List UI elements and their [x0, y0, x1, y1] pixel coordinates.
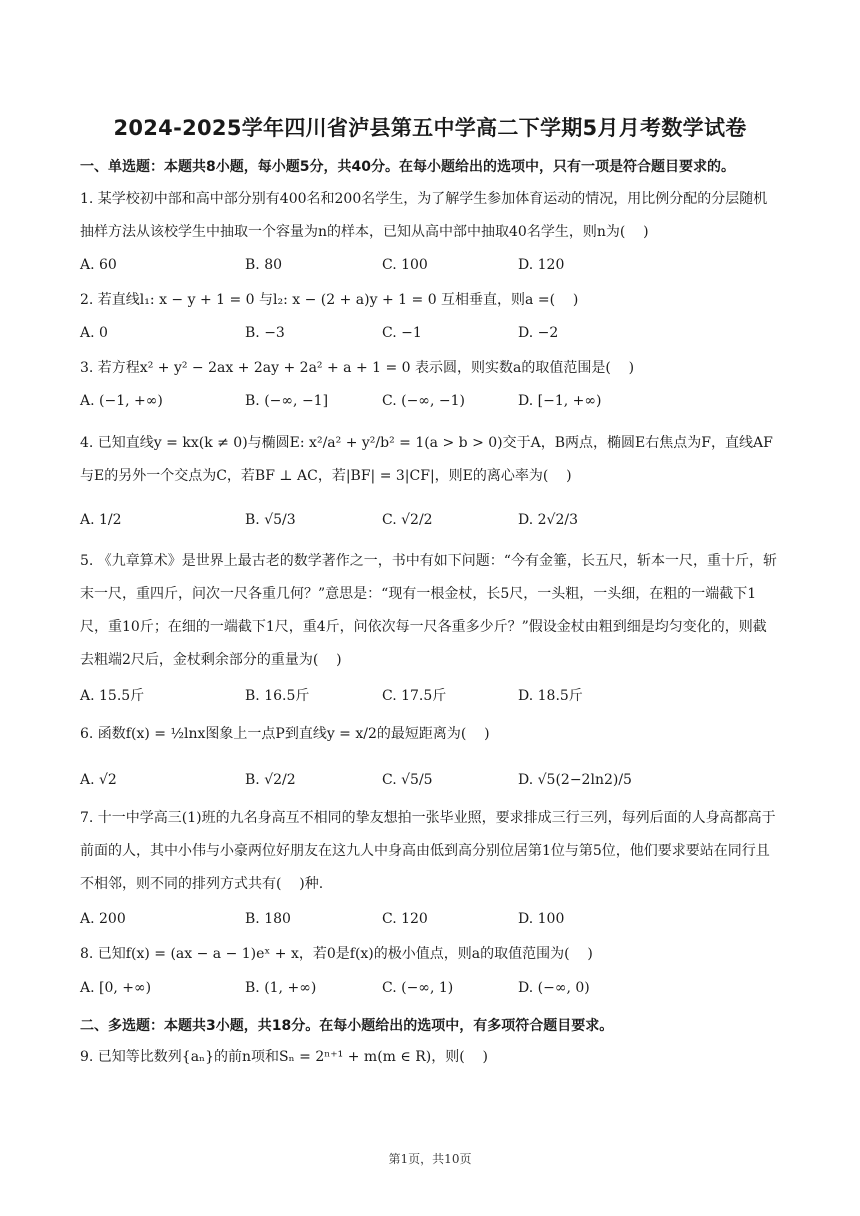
- option-c[interactable]: C. (−∞, −1): [382, 393, 465, 409]
- question-6: 6. 函数f(x) = ½lnx图象上一点P到直线y = x/2的最短距离为( ): [80, 726, 490, 742]
- section-heading-single-choice: 一、单选题：本题共8小题，每小题5分，共40分。在每小题给出的选项中，只有一项是符合题目要求的。: [80, 159, 735, 175]
- question-9: 9. 已知等比数列{aₙ}的前n项和Sₙ = 2ⁿ⁺¹ + m(m ∈ R)，则( ): [80, 1049, 488, 1065]
- option-d[interactable]: D. 2√2/3: [518, 512, 578, 528]
- option-c[interactable]: C. −1: [382, 325, 422, 341]
- option-c[interactable]: C. 100: [382, 257, 428, 273]
- question-8: 8. 已知f(x) = (ax − a − 1)eˣ + x，若0是f(x)的极小值点，则a的取值范围为( ): [80, 946, 593, 962]
- option-d[interactable]: D. 100: [518, 911, 565, 927]
- option-c[interactable]: C. 120: [382, 911, 428, 927]
- option-a[interactable]: A. (−1, +∞): [80, 393, 163, 409]
- option-c[interactable]: C. √2/2: [382, 512, 433, 528]
- question-4-options: [80, 512, 780, 534]
- question-7-options: [80, 911, 780, 933]
- option-a[interactable]: A. 15.5斤: [80, 688, 145, 704]
- question-1-options: [80, 257, 780, 279]
- question-6-options: [80, 772, 780, 794]
- question-7: 7. 十一中学高三(1)班的九名身高互不相同的挚友想拍一张毕业照，要求排成三行三列，每列后面的人身高都高于前面的人，其中小伟与小豪两位好朋友在这九人中身高由低到高分别位居第1位与第5位，他们要求要站在同行且不相邻，则不同的排列方式共有( )种.: [80, 810, 776, 892]
- question-3-options: [80, 393, 780, 415]
- option-a[interactable]: A. 200: [80, 911, 126, 927]
- option-d[interactable]: D. (−∞, 0): [518, 980, 590, 996]
- question-3: 3. 若方程x² + y² − 2ax + 2ay + 2a² + a + 1 = 0 表示圆，则实数a的取值范围是( ): [80, 360, 635, 376]
- question-5: 5. 《九章算术》是世界上最古老的数学著作之一，书中有如下问题：“今有金箠，长五尺，斩本一尺，重十斤，斩末一尺，重四斤，问次一尺各重几何？”意思是：“现有一根金杖，长5尺，一头粗，一头细，在粗的一端截下1尺，重10斤；在细的一端截下1尺，重4斤，问依次每一尺各重多少斤？”假设金杖由粗到细是均匀变化的，则截去粗端2尺后，金杖剩余部分的重量为( ): [80, 553, 777, 668]
- option-b[interactable]: B. −3: [245, 325, 285, 341]
- page-title: 2024-2025学年四川省泸县第五中学高二下学期5月月考数学试卷: [113, 116, 747, 140]
- question-4: 4. 已知直线y = kx(k ≠ 0)与椭圆E: x²/a² + y²/b² = 1(a > b > 0)交于A，B两点，椭圆E右焦点为F，直线AF与E的另外一个交点为C，若BF ⊥ AC，若|BF| = 3|CF|，则E的离心率为( ): [80, 435, 773, 484]
- option-c[interactable]: C. 17.5斤: [382, 688, 447, 704]
- option-a[interactable]: A. 60: [80, 257, 117, 273]
- option-b[interactable]: B. (1, +∞): [245, 980, 317, 996]
- question-2-options: [80, 325, 780, 347]
- option-b[interactable]: B. 16.5斤: [245, 688, 310, 704]
- option-d[interactable]: D. √5(2−2ln2)/5: [518, 772, 632, 788]
- question-5-options: [80, 685, 780, 707]
- option-b[interactable]: B. (−∞, −1]: [245, 393, 329, 409]
- option-c[interactable]: C. (−∞, 1): [382, 980, 454, 996]
- option-b[interactable]: B. √2/2: [245, 772, 296, 788]
- option-b[interactable]: B. 180: [245, 911, 291, 927]
- question-8-options: [80, 980, 780, 1002]
- section-heading-multiple-choice: 二、多选题：本题共3小题，共18分。在每小题给出的选项中，有多项符合题目要求。: [80, 1018, 614, 1034]
- option-a[interactable]: A. 1/2: [80, 512, 122, 528]
- page-footer: 第1页，共10页: [388, 1152, 472, 1166]
- option-b[interactable]: B. √5/3: [245, 512, 296, 528]
- question-1: 1. 某学校初中部和高中部分别有400名和200名学生，为了解学生参加体育运动的情况，用比例分配的分层随机抽样方法从该校学生中抽取一个容量为n的样本，已知从高中部中抽取40名学生，则n为( ): [80, 191, 768, 240]
- question-2: 2. 若直线l₁: x − y + 1 = 0 与l₂: x − (2 + a)y + 1 = 0 互相垂直，则a =( ): [80, 292, 579, 308]
- option-d[interactable]: D. −2: [518, 325, 559, 341]
- option-a[interactable]: A. 0: [80, 325, 108, 341]
- option-d[interactable]: D. [−1, +∞): [518, 393, 602, 409]
- option-b[interactable]: B. 80: [245, 257, 283, 273]
- option-a[interactable]: A. [0, +∞): [80, 980, 152, 996]
- option-a[interactable]: A. √2: [80, 772, 117, 788]
- option-d[interactable]: D. 120: [518, 257, 565, 273]
- option-c[interactable]: C. √5/5: [382, 772, 433, 788]
- option-d[interactable]: D. 18.5斤: [518, 688, 583, 704]
